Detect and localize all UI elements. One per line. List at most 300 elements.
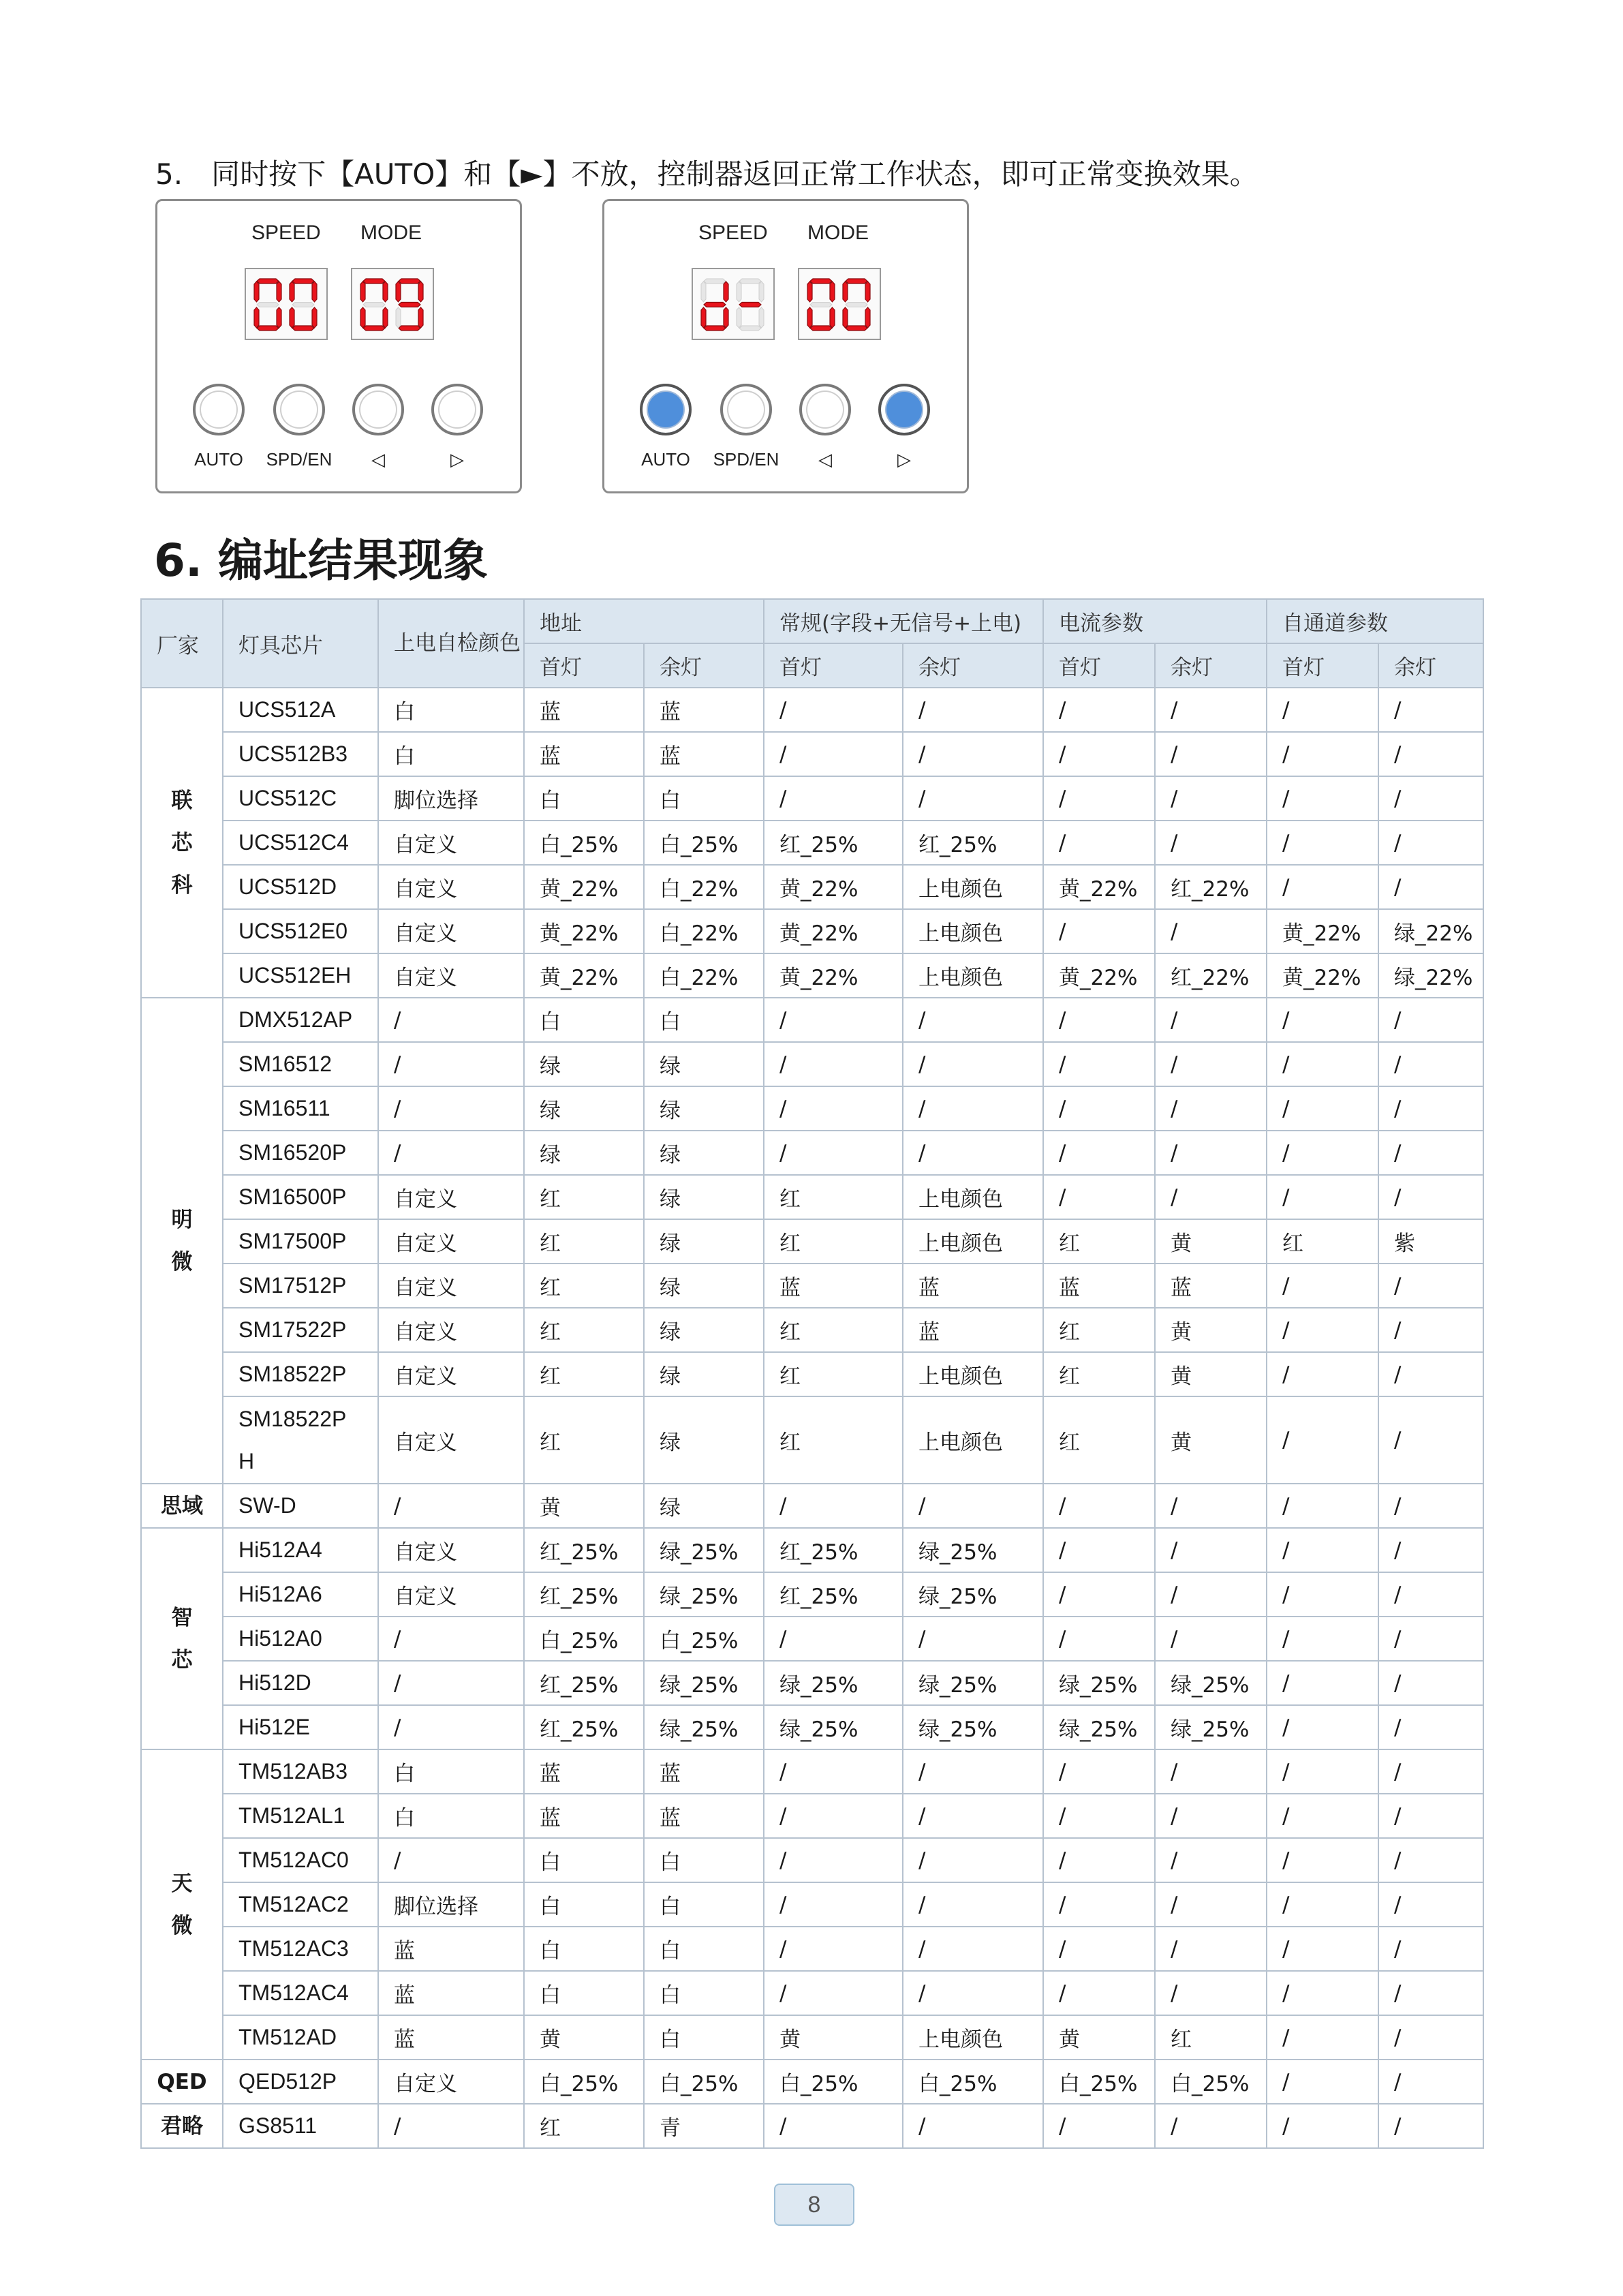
- header-channel: 自通道参数: [1267, 599, 1483, 643]
- table-cell: 自定义: [378, 1264, 524, 1308]
- table-cell: 上电颜色: [903, 2015, 1043, 2060]
- table-cell: /: [1043, 1131, 1155, 1175]
- segment-off: [363, 303, 385, 307]
- segment-lit: [846, 326, 867, 331]
- table-cell: /: [1155, 1838, 1267, 1882]
- table-cell: 绿: [644, 1131, 764, 1175]
- segment-off: [759, 281, 764, 302]
- table-cell: /: [903, 1927, 1043, 1971]
- table-cell: 自定义: [378, 1396, 524, 1484]
- segment-lit: [704, 326, 726, 331]
- table-cell: /: [1267, 1131, 1378, 1175]
- table-cell: 蓝: [524, 1794, 644, 1838]
- segment-lit: [257, 279, 279, 284]
- table-cell: /: [1378, 1971, 1483, 2015]
- chip-cell: SW-D: [223, 1484, 378, 1528]
- table-cell: /: [1267, 1705, 1378, 1749]
- table-cell: 绿_25%: [644, 1705, 764, 1749]
- table-cell: /: [1155, 998, 1267, 1042]
- table-cell: /: [764, 1617, 903, 1661]
- table-row: [141, 2015, 1483, 2060]
- table-cell: 白: [644, 776, 764, 821]
- segment-lit: [277, 281, 281, 302]
- table-cell: 红_22%: [1155, 953, 1267, 998]
- chip-cell: TM512AC2: [223, 1882, 378, 1927]
- table-cell: /: [378, 1705, 524, 1749]
- segment-off: [739, 279, 761, 284]
- table-cell: /: [764, 1882, 903, 1927]
- segment-lit: [810, 279, 832, 284]
- table-row: [141, 1484, 1483, 1528]
- table-row: [141, 1749, 1483, 1794]
- table-cell: /: [1155, 1617, 1267, 1661]
- table-cell: /: [1043, 1484, 1155, 1528]
- segment-lit: [846, 279, 867, 284]
- table-cell: /: [1267, 1572, 1378, 1617]
- segment-lit: [292, 279, 314, 284]
- seven-segment-digit: [254, 279, 281, 331]
- segment-lit: [830, 307, 835, 328]
- table-cell: /: [1267, 821, 1378, 865]
- table-cell: /: [1378, 776, 1483, 821]
- chip-cell: Hi512D: [223, 1661, 378, 1705]
- next-button-label: ▷: [450, 449, 464, 470]
- mode-label: MODE: [807, 221, 869, 244]
- segment-lit: [724, 307, 728, 328]
- chip-cell: TM512AB3: [223, 1749, 378, 1794]
- table-cell: 白: [644, 1971, 764, 2015]
- table-cell: /: [903, 1794, 1043, 1838]
- prev-button-label: ◁: [818, 449, 832, 470]
- table-cell: /: [1043, 1042, 1155, 1086]
- step-text: 同时按下【AUTO】和【►】不放，控制器返回正常工作状态，即可正常变换效果。: [211, 157, 1258, 191]
- table-cell: 自定义: [378, 1219, 524, 1264]
- table-cell: 蓝: [378, 2015, 524, 2060]
- segment-lit: [257, 326, 279, 331]
- table-cell: 红_25%: [524, 1661, 644, 1705]
- table-row: [141, 1042, 1483, 1086]
- table-row: [141, 1131, 1483, 1175]
- table-cell: 红_22%: [1155, 865, 1267, 909]
- table-cell: 白_22%: [644, 953, 764, 998]
- table-cell: 自定义: [378, 821, 524, 865]
- chip-cell: Hi512A4: [223, 1528, 378, 1572]
- table-cell: 红: [764, 1308, 903, 1352]
- chip-cell: TM512AC4: [223, 1971, 378, 2015]
- table-cell: 白: [378, 1749, 524, 1794]
- seven-segment-digit: [396, 279, 423, 331]
- header-address-rest: 余灯: [644, 643, 764, 688]
- table-cell: /: [903, 998, 1043, 1042]
- table-cell: 绿_25%: [1155, 1661, 1267, 1705]
- table-row: [141, 1308, 1483, 1352]
- seven-segment-digit: [807, 279, 835, 331]
- table-cell: /: [1155, 1528, 1267, 1572]
- table-cell: 白: [378, 688, 524, 732]
- table-cell: /: [1155, 1131, 1267, 1175]
- table-cell: /: [903, 1617, 1043, 1661]
- table-cell: /: [1267, 1484, 1378, 1528]
- controller-panel-before: [155, 199, 522, 493]
- chip-cell: QED512P: [223, 2060, 378, 2104]
- table-cell: 脚位选择: [378, 1882, 524, 1927]
- table-row: [141, 1838, 1483, 1882]
- table-cell: /: [1155, 1882, 1267, 1927]
- table-cell: 上电颜色: [903, 953, 1043, 998]
- table-cell: 白_22%: [644, 865, 764, 909]
- table-cell: /: [1378, 1617, 1483, 1661]
- segment-lit: [312, 281, 317, 302]
- table-cell: 黄_22%: [524, 909, 644, 953]
- seven-segment-svg: [352, 269, 433, 339]
- table-cell: /: [764, 1794, 903, 1838]
- seven-segment-digit: [737, 279, 764, 331]
- header-selftest: 上电自检颜色: [378, 599, 524, 688]
- segment-lit: [383, 281, 388, 302]
- segment-lit: [363, 279, 385, 284]
- table-cell: 绿_25%: [644, 1661, 764, 1705]
- table-cell: /: [903, 1971, 1043, 2015]
- table-cell: /: [1378, 1705, 1483, 1749]
- table-cell: 红_25%: [524, 1705, 644, 1749]
- table-cell: /: [1267, 1042, 1378, 1086]
- table-cell: 绿_25%: [764, 1705, 903, 1749]
- table-cell: 上电颜色: [903, 1396, 1043, 1484]
- chip-cell: UCS512C: [223, 776, 378, 821]
- table-cell: /: [1043, 1528, 1155, 1572]
- table-cell: 绿: [644, 1175, 764, 1219]
- chip-cell: UCS512A: [223, 688, 378, 732]
- table-cell: /: [1267, 1308, 1378, 1352]
- auto-button[interactable]: [193, 384, 245, 435]
- table-row: [141, 1794, 1483, 1838]
- table-cell: 绿_25%: [903, 1661, 1043, 1705]
- table-cell: 绿_25%: [903, 1528, 1043, 1572]
- table-cell: /: [1155, 1794, 1267, 1838]
- chip-cell: SM16520P: [223, 1131, 378, 1175]
- table-row: [141, 865, 1483, 909]
- table-cell: /: [1267, 1264, 1378, 1308]
- table-cell: /: [378, 1838, 524, 1882]
- segment-lit: [290, 307, 294, 328]
- seven-segment-digit: [701, 279, 728, 331]
- table-cell: /: [1378, 1927, 1483, 1971]
- table-cell: /: [1043, 1175, 1155, 1219]
- table-row: [141, 1264, 1483, 1308]
- table-cell: /: [764, 1042, 903, 1086]
- controller-panel-after: [602, 199, 969, 493]
- table-cell: /: [1267, 1352, 1378, 1396]
- segment-lit: [810, 326, 832, 331]
- table-cell: 绿: [644, 1352, 764, 1396]
- table-cell: 白_25%: [764, 2060, 903, 2104]
- table-cell: /: [1267, 1175, 1378, 1219]
- table-cell: 红_25%: [524, 1528, 644, 1572]
- segment-off: [810, 303, 832, 307]
- table-cell: 绿_22%: [1378, 909, 1483, 953]
- table-cell: 白_22%: [644, 909, 764, 953]
- table-row: [141, 688, 1483, 732]
- maker-cell: 明微: [141, 998, 223, 1484]
- table-row: [141, 1528, 1483, 1572]
- table-cell: /: [1155, 1086, 1267, 1131]
- table-cell: /: [1267, 1838, 1378, 1882]
- chip-cell: SM17512P: [223, 1264, 378, 1308]
- table-cell: /: [378, 1042, 524, 1086]
- table-row: [141, 909, 1483, 953]
- table-cell: /: [378, 1131, 524, 1175]
- header-current-first: 首灯: [1043, 643, 1155, 688]
- table-cell: /: [1155, 1042, 1267, 1086]
- table-cell: 红: [524, 1264, 644, 1308]
- speed-display: [245, 268, 328, 340]
- table-row: [141, 1971, 1483, 2015]
- segment-off: [737, 281, 741, 302]
- table-cell: 白: [524, 998, 644, 1042]
- table-cell: 红: [524, 1175, 644, 1219]
- table-cell: /: [1378, 1572, 1483, 1617]
- auto-button-label: AUTO: [194, 449, 243, 470]
- table-cell: 红: [1267, 1219, 1378, 1264]
- table-cell: 白: [524, 1971, 644, 2015]
- table-cell: /: [903, 1484, 1043, 1528]
- table-cell: 红: [524, 1219, 644, 1264]
- segment-lit: [292, 326, 314, 331]
- segment-lit: [843, 281, 848, 302]
- table-cell: 黄: [1155, 1352, 1267, 1396]
- auto-button-label: AUTO: [641, 449, 690, 470]
- header-normal-first: 首灯: [764, 643, 903, 688]
- table-row: [141, 1882, 1483, 1927]
- table-cell: 绿_25%: [644, 1572, 764, 1617]
- chip-cell: SM17522P: [223, 1308, 378, 1352]
- table-cell: 蓝: [644, 1749, 764, 1794]
- spd-en-button[interactable]: [720, 384, 772, 435]
- table-cell: /: [378, 998, 524, 1042]
- table-cell: /: [1155, 1484, 1267, 1528]
- next-button-label: ▷: [897, 449, 911, 470]
- table-cell: 蓝: [764, 1264, 903, 1308]
- table-cell: /: [378, 1617, 524, 1661]
- table-cell: /: [903, 1042, 1043, 1086]
- table-cell: 黄: [524, 2015, 644, 2060]
- segment-off: [737, 307, 741, 328]
- table-cell: /: [1267, 1661, 1378, 1705]
- table-cell: /: [1378, 732, 1483, 776]
- segment-lit: [360, 281, 365, 302]
- table-cell: 红: [1043, 1308, 1155, 1352]
- table-cell: 白_25%: [644, 821, 764, 865]
- table-cell: /: [1155, 1175, 1267, 1219]
- segment-lit: [830, 281, 835, 302]
- section-title: 6. 编址结果现象: [154, 534, 488, 587]
- segment-off: [292, 303, 314, 307]
- seven-segment-digit: [290, 279, 317, 331]
- table-cell: 自定义: [378, 1528, 524, 1572]
- header-current-rest: 余灯: [1155, 643, 1267, 688]
- table-cell: 黄: [1155, 1308, 1267, 1352]
- table-cell: /: [1155, 909, 1267, 953]
- table-cell: 绿: [524, 1042, 644, 1086]
- step-number: 5.: [155, 157, 183, 191]
- table-cell: /: [903, 1838, 1043, 1882]
- table-cell: /: [1267, 2015, 1378, 2060]
- segment-off: [701, 281, 706, 302]
- table-cell: /: [1378, 1396, 1483, 1484]
- table-cell: 白: [378, 1794, 524, 1838]
- chip-cell: SM18522PH: [223, 1396, 378, 1484]
- table-cell: 白: [524, 1838, 644, 1882]
- table-cell: 白_25%: [524, 1617, 644, 1661]
- table-cell: /: [1267, 1882, 1378, 1927]
- table-cell: /: [1378, 1042, 1483, 1086]
- table-cell: /: [1267, 1927, 1378, 1971]
- table-cell: /: [378, 1661, 524, 1705]
- table-cell: 绿_25%: [1043, 1705, 1155, 1749]
- chip-cell: Hi512A6: [223, 1572, 378, 1617]
- table-cell: /: [1043, 998, 1155, 1042]
- table-cell: /: [764, 1971, 903, 2015]
- seven-segment-svg: [799, 269, 880, 339]
- table-row: [141, 1219, 1483, 1264]
- table-cell: 红_25%: [524, 1572, 644, 1617]
- segment-off: [759, 307, 764, 328]
- table-cell: 白: [644, 2015, 764, 2060]
- table-cell: /: [1378, 998, 1483, 1042]
- table-cell: 白: [644, 1927, 764, 1971]
- table-cell: 白: [524, 776, 644, 821]
- next-button[interactable]: [878, 384, 930, 435]
- table-cell: /: [1043, 1749, 1155, 1794]
- mode-display: [798, 268, 881, 340]
- table-cell: /: [1378, 1264, 1483, 1308]
- table-cell: /: [903, 1749, 1043, 1794]
- auto-button[interactable]: [640, 384, 692, 435]
- table-cell: 白: [524, 1882, 644, 1927]
- table-cell: /: [764, 1838, 903, 1882]
- table-cell: 红: [524, 1308, 644, 1352]
- table-cell: /: [1267, 1396, 1378, 1484]
- table-cell: 上电颜色: [903, 865, 1043, 909]
- mode-label: MODE: [360, 221, 422, 244]
- table-cell: /: [1155, 1927, 1267, 1971]
- table-cell: /: [378, 1086, 524, 1131]
- segment-off: [257, 303, 279, 307]
- segment-lit: [277, 307, 281, 328]
- table-row: [141, 1352, 1483, 1396]
- segment-lit: [724, 281, 728, 302]
- segment-lit: [254, 281, 259, 302]
- table-cell: 自定义: [378, 909, 524, 953]
- table-cell: 上电颜色: [903, 1352, 1043, 1396]
- table-row: [141, 1572, 1483, 1617]
- segment-off: [846, 303, 867, 307]
- table-cell: /: [1043, 1617, 1155, 1661]
- segment-lit: [290, 281, 294, 302]
- table-cell: 蓝: [644, 732, 764, 776]
- table-cell: 红_25%: [764, 1528, 903, 1572]
- table-cell: /: [1267, 1086, 1378, 1131]
- chip-cell: Hi512A0: [223, 1617, 378, 1661]
- table-cell: 黄: [1155, 1219, 1267, 1264]
- segment-lit: [254, 307, 259, 328]
- header-address: 地址: [524, 599, 764, 643]
- table-cell: /: [1378, 2015, 1483, 2060]
- table-cell: 白: [378, 732, 524, 776]
- table-cell: 自定义: [378, 953, 524, 998]
- table-cell: /: [1043, 1927, 1155, 1971]
- table-cell: 白_25%: [1043, 2060, 1155, 2104]
- segment-off: [704, 279, 726, 284]
- table-cell: /: [903, 1882, 1043, 1927]
- next-button[interactable]: [431, 384, 483, 435]
- table-cell: 白: [644, 1838, 764, 1882]
- table-cell: /: [1267, 688, 1378, 732]
- table-cell: /: [764, 1749, 903, 1794]
- table-cell: /: [1043, 776, 1155, 821]
- seven-segment-svg: [693, 269, 773, 339]
- segment-lit: [807, 307, 812, 328]
- table-cell: 自定义: [378, 1175, 524, 1219]
- table-cell: 绿_25%: [903, 1572, 1043, 1617]
- table-cell: 红: [524, 1396, 644, 1484]
- table-cell: 黄_22%: [1267, 909, 1378, 953]
- table-row: [141, 732, 1483, 776]
- header-maker: 厂家: [141, 599, 223, 688]
- table-cell: /: [764, 2104, 903, 2148]
- segment-lit: [312, 307, 317, 328]
- table-row: [141, 998, 1483, 1042]
- table-row: [141, 1617, 1483, 1661]
- segment-lit: [865, 281, 870, 302]
- table-cell: 自定义: [378, 865, 524, 909]
- table-cell: /: [1378, 1086, 1483, 1131]
- maker-cell: 天微: [141, 1749, 223, 2060]
- segment-lit: [701, 307, 706, 328]
- page-number: 8: [774, 2184, 854, 2226]
- table-cell: 蓝: [378, 1927, 524, 1971]
- table-cell: /: [1378, 865, 1483, 909]
- table-cell: /: [764, 998, 903, 1042]
- table-cell: 黄_22%: [764, 953, 903, 998]
- table-cell: /: [1378, 821, 1483, 865]
- segment-lit: [396, 281, 401, 302]
- maker-cell: QED: [141, 2060, 223, 2104]
- spd-en-button[interactable]: [273, 384, 325, 435]
- table-cell: /: [764, 732, 903, 776]
- prev-button[interactable]: [352, 384, 404, 435]
- table-cell: /: [1378, 1838, 1483, 1882]
- table-cell: 红_25%: [764, 1572, 903, 1617]
- speed-label: SPEED: [251, 221, 321, 244]
- table-row: [141, 1927, 1483, 1971]
- table-cell: /: [1378, 2060, 1483, 2104]
- seven-segment-svg: [246, 269, 326, 339]
- table-cell: /: [903, 732, 1043, 776]
- seven-segment-digit: [843, 279, 870, 331]
- table-cell: 自定义: [378, 2060, 524, 2104]
- table-cell: /: [1043, 2104, 1155, 2148]
- table-cell: /: [1043, 1971, 1155, 2015]
- table-cell: /: [1378, 1175, 1483, 1219]
- segment-lit: [383, 307, 388, 328]
- prev-button[interactable]: [799, 384, 851, 435]
- table-cell: /: [903, 2104, 1043, 2148]
- table-cell: /: [1378, 1131, 1483, 1175]
- table-cell: 红_25%: [764, 821, 903, 865]
- step-5-instruction: [155, 154, 1258, 195]
- table-cell: 黄_22%: [524, 953, 644, 998]
